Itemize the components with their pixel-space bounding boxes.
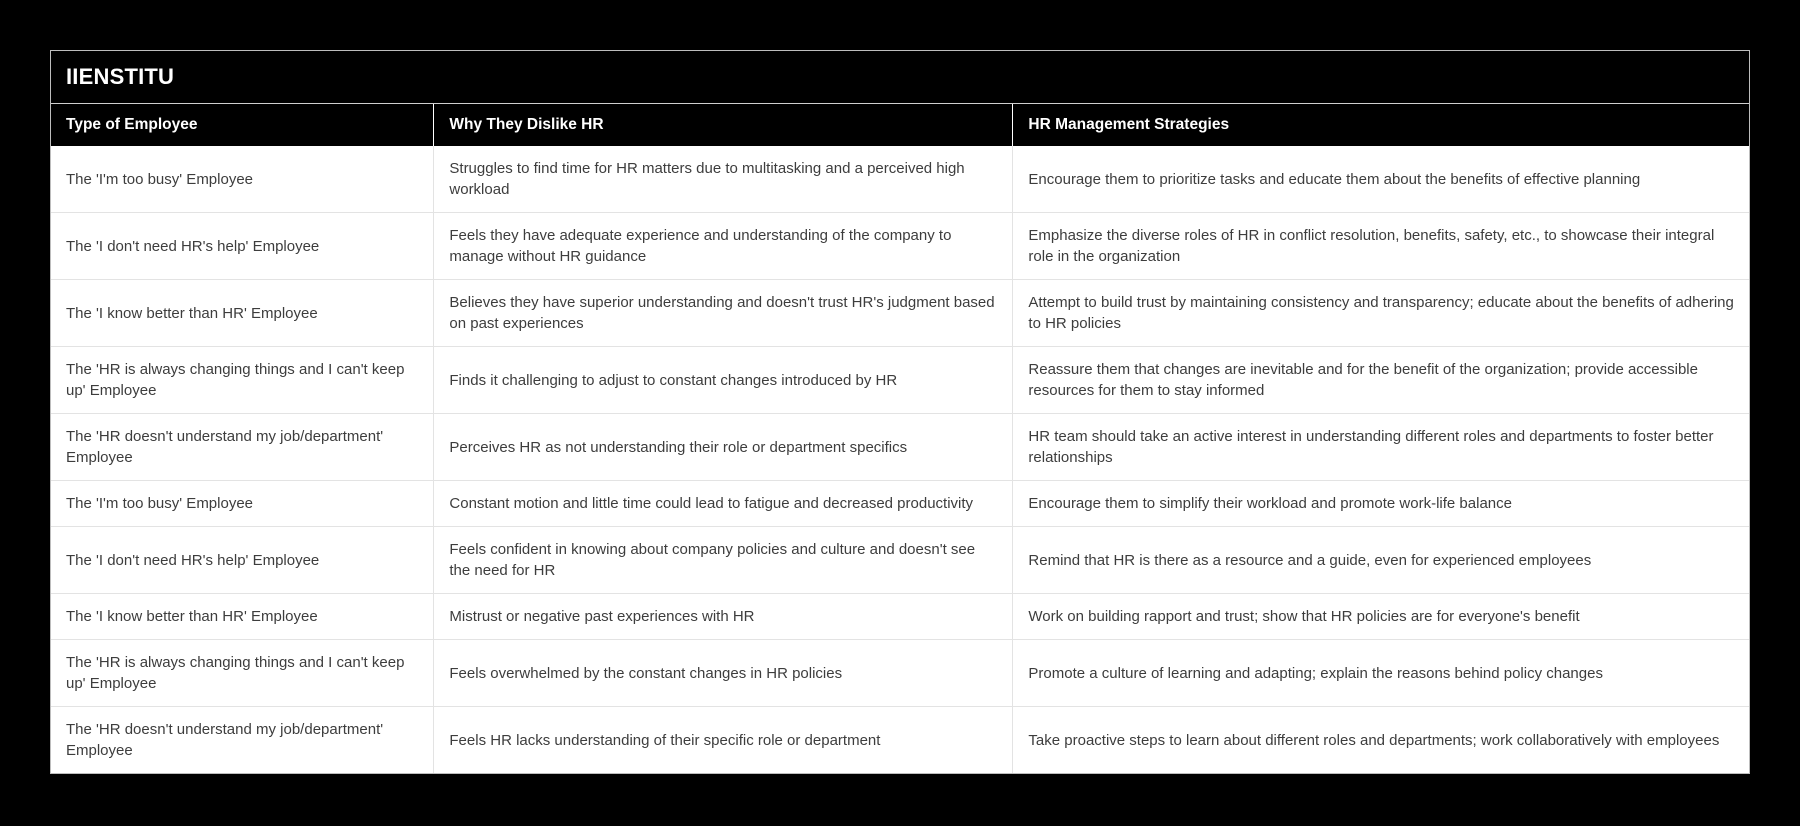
cell-employee-type: The 'I don't need HR's help' Employee (51, 213, 434, 280)
table-header-row (51, 104, 1749, 146)
cell-strategy: Encourage them to prioritize tasks and educate them about the benefits of effective planning (1013, 146, 1749, 213)
cell-strategy: HR team should take an active interest in understanding different roles and departments to foster better relationships (1013, 414, 1749, 481)
table-row (51, 594, 1749, 640)
table-row (51, 414, 1749, 481)
column-header-strategy: HR Management Strategies (1013, 104, 1749, 146)
cell-employee-type: The 'I'm too busy' Employee (51, 481, 434, 527)
hr-dislike-table-card (50, 50, 1750, 774)
cell-employee-type: The 'HR is always changing things and I can't keep up' Employee (51, 640, 434, 707)
cell-employee-type: The 'HR doesn't understand my job/department' Employee (51, 414, 434, 481)
cell-dislike-reason: Believes they have superior understanding and doesn't trust HR's judgment based on past experiences (434, 280, 1013, 347)
cell-strategy: Emphasize the diverse roles of HR in conflict resolution, benefits, safety, etc., to showcase their integral role in the organization (1013, 213, 1749, 280)
cell-strategy: Work on building rapport and trust; show that HR policies are for everyone's benefit (1013, 594, 1749, 640)
cell-employee-type: The 'HR doesn't understand my job/department' Employee (51, 707, 434, 774)
cell-dislike-reason: Finds it challenging to adjust to constant changes introduced by HR (434, 347, 1013, 414)
cell-strategy: Remind that HR is there as a resource and a guide, even for experienced employees (1013, 527, 1749, 594)
column-header-employee-type: Type of Employee (51, 104, 434, 146)
cell-dislike-reason: Constant motion and little time could lead to fatigue and decreased productivity (434, 481, 1013, 527)
cell-employee-type: The 'I know better than HR' Employee (51, 594, 434, 640)
table-row (51, 347, 1749, 414)
cell-dislike-reason: Feels HR lacks understanding of their specific role or department (434, 707, 1013, 774)
table-row (51, 527, 1749, 594)
table-row (51, 640, 1749, 707)
table-row (51, 280, 1749, 347)
cell-employee-type: The 'I'm too busy' Employee (51, 146, 434, 213)
cell-dislike-reason: Feels they have adequate experience and understanding of the company to manage without HR guidance (434, 213, 1013, 280)
cell-employee-type: The 'I don't need HR's help' Employee (51, 527, 434, 594)
cell-strategy: Attempt to build trust by maintaining consistency and transparency; educate about the benefits of adhering to HR policies (1013, 280, 1749, 347)
card-title: IIENSTITU (51, 51, 1749, 104)
cell-strategy: Promote a culture of learning and adapting; explain the reasons behind policy changes (1013, 640, 1749, 707)
table-row (51, 481, 1749, 527)
cell-strategy: Encourage them to simplify their workload and promote work-life balance (1013, 481, 1749, 527)
table-row (51, 146, 1749, 213)
cell-strategy: Reassure them that changes are inevitable and for the benefit of the organization; provide accessible resources for them to stay informed (1013, 347, 1749, 414)
cell-dislike-reason: Perceives HR as not understanding their role or department specifics (434, 414, 1013, 481)
cell-dislike-reason: Feels overwhelmed by the constant changes in HR policies (434, 640, 1013, 707)
cell-dislike-reason: Feels confident in knowing about company policies and culture and doesn't see the need for HR (434, 527, 1013, 594)
cell-strategy: Take proactive steps to learn about different roles and departments; work collaboratively with employees (1013, 707, 1749, 774)
cell-dislike-reason: Struggles to find time for HR matters due to multitasking and a perceived high workload (434, 146, 1013, 213)
table-row (51, 213, 1749, 280)
cell-dislike-reason: Mistrust or negative past experiences with HR (434, 594, 1013, 640)
cell-employee-type: The 'HR is always changing things and I can't keep up' Employee (51, 347, 434, 414)
cell-employee-type: The 'I know better than HR' Employee (51, 280, 434, 347)
table-row (51, 707, 1749, 774)
column-header-dislike-reason: Why They Dislike HR (434, 104, 1013, 146)
hr-table (51, 104, 1749, 773)
